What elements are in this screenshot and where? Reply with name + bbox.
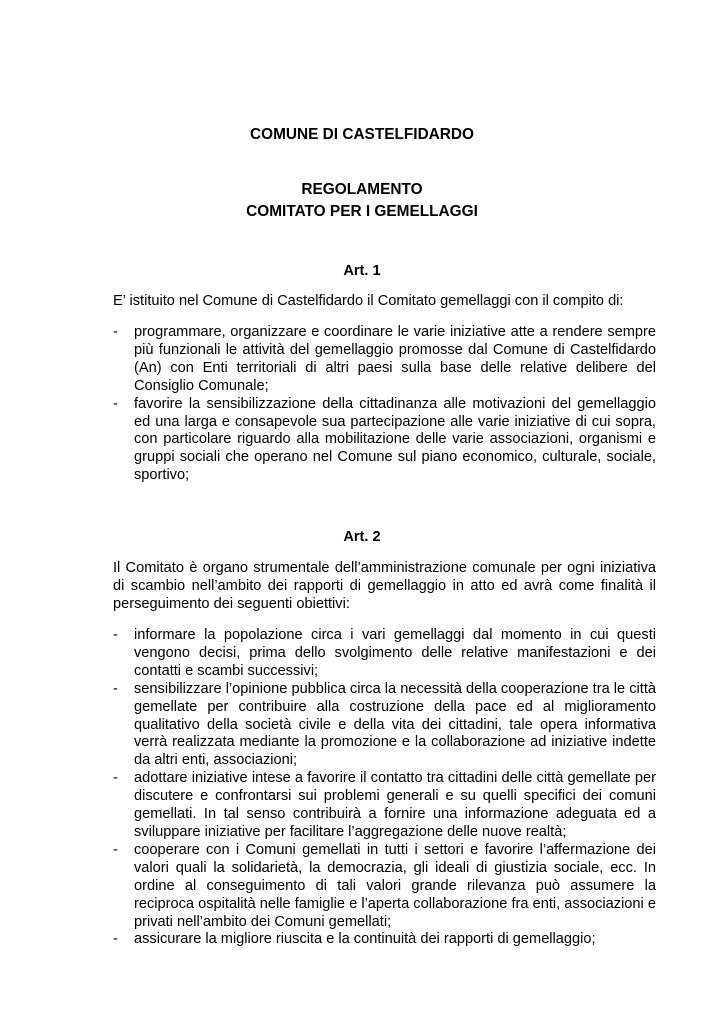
bullet-dash: - [113, 770, 118, 787]
bullet-dash: - [113, 395, 118, 412]
article-2-heading: Art. 2 [343, 529, 381, 545]
list-item [113, 842, 656, 932]
bullet-dash: - [113, 841, 118, 858]
article-1-list [113, 324, 656, 485]
list-item [113, 396, 656, 486]
list-item-text: cooperare con i Comuni gemellati in tutti i settori e favorire l’affermazione dei valori quali la solidarietà, la democrazia, gli ideali di giustizia sociale, ecc. In ordine al conseguimento di tali valori grande rilevanza può assumere la reciproca ospitalità nelle famiglie e l’aperta collaborazione fra enti, associazioni e privati nell’ambito dei Comuni gemellati; [134, 841, 656, 930]
municipality-title: COMUNE DI CASTELFIDARDO [249, 126, 474, 143]
article-2-list [113, 627, 656, 949]
bullet-dash: - [113, 680, 118, 697]
list-item-text: sensibilizzare l’opinione pubblica circa la necessità della cooperazione tra le città gemellate per contribuire alla costruzione della pace ed al miglioramento qualitativo della società civile e della vita dei cittadini, tale opera informativa verrà realizzata mediante la promozione e la collaborazione ad iniziative indette da altri enti, associazioni; [134, 680, 656, 769]
list-item-text: assicurare la migliore riuscita e la continuità dei rapporti di gemellaggio; [134, 931, 596, 948]
list-item [113, 681, 656, 771]
list-item-text: programmare, organizzare e coordinare le varie iniziative atte a rendere sempre più funzionali le attività del gemellaggio promosse dal Comune di Castelfidardo (An) con Enti territoriali di altri paesi sulla base delle relative delibere del Consiglio Comunale; [134, 324, 656, 394]
list-item-text: favorire la sensibilizzazione della cittadinanza alle motivazioni del gemellaggio ed una larga e consapevole sua partecipazione alle varie iniziative di cui sopra, con particolare riguardo alla mobilitazione delle varie associazioni, organismi e gruppi sociali che operano nel Comune sul piano economico, culturale, sociale, sportivo; [134, 395, 656, 484]
list-item [113, 770, 656, 842]
document-title: REGOLAMENTO [301, 181, 423, 198]
article-1-intro: E’ istituito nel Comune di Castelfidardo il Comitato gemellaggi con il compito di: [113, 293, 624, 309]
list-item [113, 627, 656, 681]
bullet-dash: - [113, 627, 118, 643]
document-subtitle: COMITATO PER I GEMELLAGGI [246, 203, 478, 220]
article-2-intro: Il Comitato è organo strumentale dell’amministrazione comunale per ogni iniziativa di scambio nell’ambito dei rapporti di gemellaggio in atto ed avrà come finalità il perseguimento dei seguenti obiettivi: [113, 560, 656, 612]
list-item [113, 324, 656, 396]
bullet-dash: - [113, 324, 118, 340]
list-item [113, 931, 656, 949]
article-1-heading: Art. 1 [343, 263, 381, 279]
bullet-dash: - [113, 931, 118, 948]
list-item-text: informare la popolazione circa i vari gemellaggi dal momento in cui questi vengono decisi, prima dello svolgimento delle relative manifestazioni e dei contatti e scambi successivi; [134, 627, 656, 679]
list-item-text: adottare iniziative intese a favorire il contatto tra cittadini delle città gemellate per discutere e confrontarsi sui problemi generali e su quelli specifici dei comuni gemellati. In tal senso contribuirà a fornire una informazione adeguata ed a sviluppare iniziative per facilitare l’aggregazione delle nuove realtà; [134, 770, 656, 840]
